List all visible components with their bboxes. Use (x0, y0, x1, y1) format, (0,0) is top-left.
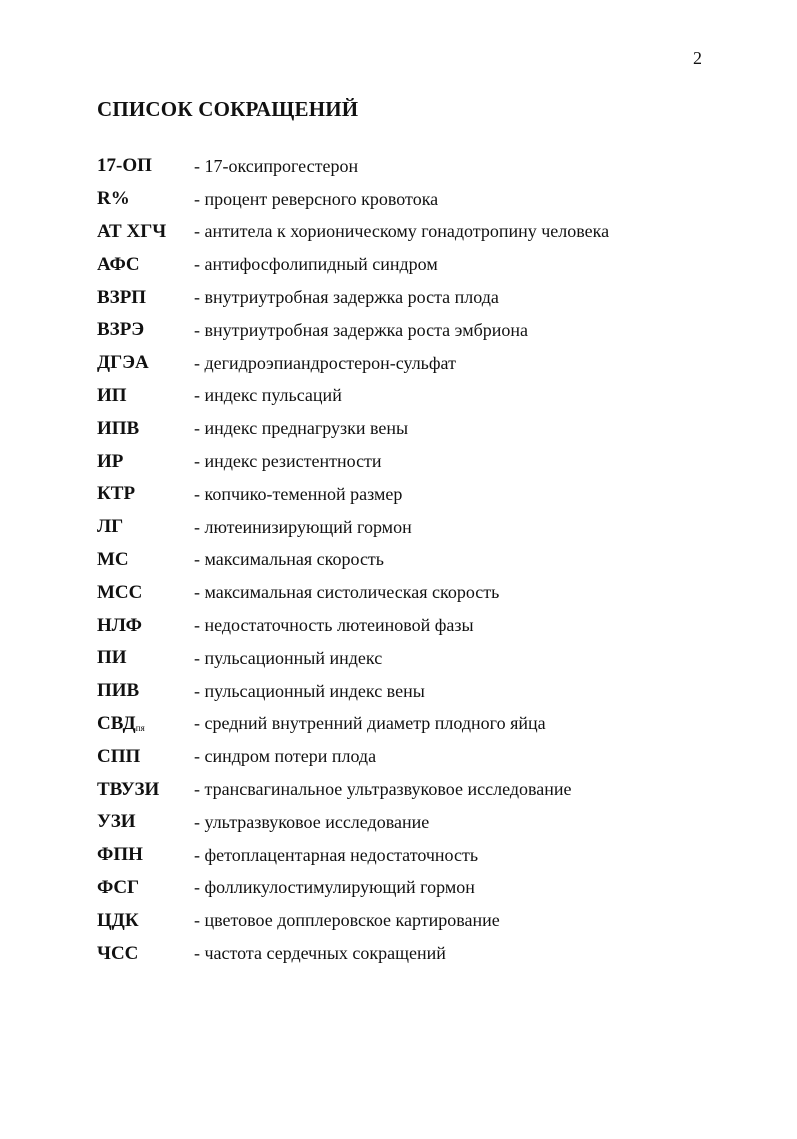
abbreviation-definition: - цветовое допплеровское картирование (194, 910, 500, 931)
abbreviation-list (97, 150, 609, 970)
abbreviation-term (97, 155, 194, 177)
abbreviation-definition: - максимальная скорость (194, 549, 385, 570)
abbreviation-term-text: ПИВ (97, 680, 140, 702)
abbreviation-definition: - процент реверсного кровотока (194, 188, 439, 209)
abbreviation-term-text: ИПВ (97, 417, 140, 439)
abbreviation-definition: - внутриутробная задержка роста плода (194, 287, 499, 308)
abbreviation-term-text: ДГЭА (97, 352, 149, 374)
abbreviation-definition: - недостаточность лютеиновой фазы (194, 615, 474, 636)
abbreviation-term-text: МСС (97, 581, 143, 603)
abbreviation-term (97, 385, 194, 407)
abbreviation-definition: - пульсационный индекс вены (194, 680, 425, 701)
list-item (97, 183, 609, 216)
abbreviation-definition: - трансвагинальное ультразвуковое исследование (194, 779, 572, 800)
list-item (97, 544, 609, 577)
abbreviation-term (97, 811, 194, 833)
list-item (97, 806, 609, 839)
abbreviation-term (97, 418, 194, 440)
list-item (97, 248, 609, 281)
list-item (97, 740, 609, 773)
abbreviation-term (97, 287, 194, 309)
abbreviation-term (97, 680, 194, 702)
abbreviation-term-text: ВЗРП (97, 286, 147, 308)
abbreviation-term-text: СВД (97, 712, 136, 734)
abbreviation-definition: - внутриутробная задержка роста эмбриона (194, 319, 529, 340)
abbreviation-term (97, 483, 194, 505)
abbreviation-definition: - средний внутренний диаметр плодного яйца (194, 713, 546, 734)
abbreviation-term-text: АФС (97, 253, 140, 275)
abbreviation-term-text: ПИ (97, 647, 127, 669)
abbreviation-term (97, 188, 194, 210)
abbreviation-definition: - антитела к хорионическому гонадотропину человека (194, 221, 610, 242)
page-title: СПИСОК СОКРАЩЕНИЙ (97, 97, 359, 121)
abbreviation-subscript: пя (135, 722, 145, 733)
abbreviation-term (97, 582, 194, 604)
list-item (97, 478, 609, 511)
abbreviation-definition: - индекс резистентности (194, 451, 382, 472)
abbreviation-term (97, 779, 194, 801)
list-item (97, 380, 609, 413)
abbreviation-term-text: СПП (97, 745, 141, 767)
abbreviation-definition: - индекс преднагрузки вены (194, 418, 409, 439)
abbreviation-term (97, 516, 194, 538)
abbreviation-term (97, 352, 194, 374)
abbreviation-definition: - фолликулостимулирующий гормон (194, 877, 475, 898)
abbreviation-term-text: ТВУЗИ (97, 778, 160, 800)
list-item (97, 511, 609, 544)
list-item (97, 642, 609, 675)
page-number: 2 (693, 48, 702, 68)
list-item (97, 281, 609, 314)
abbreviation-term-text: ЧСС (97, 942, 139, 964)
abbreviation-definition: - синдром потери плода (194, 746, 377, 767)
abbreviation-definition: - лютеинизирующий гормон (194, 516, 412, 537)
abbreviation-term-text: АТ ХГЧ (97, 220, 167, 242)
list-item (97, 412, 609, 445)
abbreviation-term (97, 713, 194, 735)
list-item (97, 609, 609, 642)
abbreviation-term-text: ВЗРЭ (97, 319, 145, 341)
abbreviation-term (97, 451, 194, 473)
list-item (97, 872, 609, 905)
abbreviation-term-text: 17-ОП (97, 155, 152, 177)
list-item (97, 347, 609, 380)
abbreviation-term (97, 254, 194, 276)
abbreviation-definition: - ультразвуковое исследование (194, 811, 430, 832)
list-item (97, 150, 609, 183)
abbreviation-term (97, 877, 194, 899)
abbreviation-term (97, 943, 194, 965)
abbreviation-term (97, 221, 194, 243)
list-item (97, 445, 609, 478)
abbreviation-definition: - копчико-теменной размер (194, 483, 403, 504)
abbreviation-term (97, 647, 194, 669)
list-item (97, 314, 609, 347)
abbreviation-definition: - индекс пульсаций (194, 385, 342, 406)
abbreviation-term-text: ЦДК (97, 909, 139, 931)
abbreviation-term-text: ФПН (97, 844, 143, 866)
abbreviation-definition: - антифосфолипидный синдром (194, 254, 438, 275)
abbreviation-term (97, 844, 194, 866)
abbreviation-term (97, 549, 194, 571)
abbreviation-term-text: ЛГ (97, 516, 124, 538)
abbreviation-definition: - максимальная систолическая скорость (194, 582, 500, 603)
abbreviation-term-text: МС (97, 548, 129, 570)
abbreviation-term-text: ФСГ (97, 876, 140, 898)
abbreviation-term-text: КТР (97, 483, 136, 505)
list-item (97, 216, 609, 249)
abbreviation-term-text: ИР (97, 450, 124, 472)
abbreviation-definition: - фетоплацентарная недостаточность (194, 844, 479, 865)
list-item (97, 576, 609, 609)
abbreviation-term-text: ИП (97, 384, 127, 406)
list-item (97, 904, 609, 937)
list-item (97, 675, 609, 708)
abbreviation-definition: - пульсационный индекс (194, 647, 383, 668)
abbreviation-definition: - частота сердечных сокращений (194, 943, 446, 964)
abbreviation-term (97, 615, 194, 637)
abbreviation-term-text: R% (97, 188, 130, 210)
abbreviation-definition: - дегидроэпиандростерон-сульфат (194, 352, 456, 373)
abbreviation-term (97, 910, 194, 932)
abbreviation-term-text: УЗИ (97, 811, 136, 833)
list-item (97, 839, 609, 872)
list-item (97, 773, 609, 806)
list-item (97, 937, 609, 970)
abbreviation-term (97, 319, 194, 341)
abbreviation-term-text: НЛФ (97, 614, 143, 636)
abbreviation-definition: - 17-оксипрогестерон (194, 155, 359, 176)
abbreviation-term (97, 746, 194, 768)
list-item (97, 708, 609, 741)
